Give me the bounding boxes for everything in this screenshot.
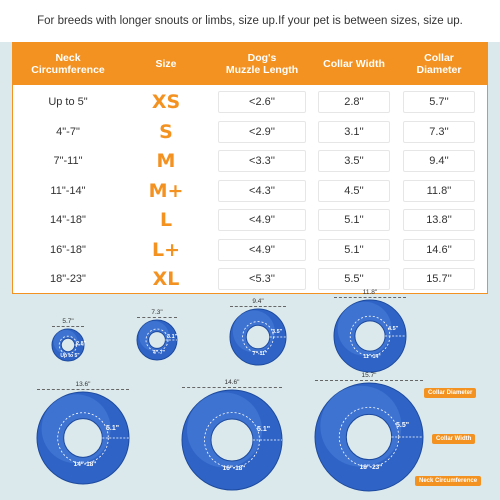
cone-neck-label: 11"-14" — [363, 354, 381, 360]
cone-neck-hole — [61, 338, 74, 351]
table-row — [13, 117, 487, 147]
width-cell: 5.1'' — [318, 209, 390, 231]
neck-cell: 18"-23" — [50, 273, 86, 285]
cone-diameter-rule — [137, 317, 177, 318]
neck-cell: 14"-18" — [50, 214, 86, 226]
muzzle-cell: <3.3'' — [218, 150, 306, 172]
diameter-cell: 7.3'' — [403, 121, 475, 143]
cone-width-label: 3.5" — [272, 329, 283, 336]
table-row — [13, 176, 487, 206]
cone-neck-label: 16"-18" — [222, 465, 246, 472]
table-row — [13, 87, 487, 117]
header-width: Collar Width — [323, 58, 385, 70]
cone-collar — [313, 381, 425, 498]
legend-collar-diameter: Collar Diameter — [424, 388, 476, 398]
cone-neck-label: 14"-18" — [73, 461, 97, 468]
muzzle-cell: <4.9'' — [218, 209, 306, 231]
width-cell: 3.5'' — [318, 150, 390, 172]
legend-collar-width: Collar Width — [432, 434, 475, 444]
size-cell: M+ — [148, 179, 184, 202]
diameter-cell: 9.4'' — [403, 150, 475, 172]
cone-collar — [180, 388, 284, 497]
cone-diameter-rule — [230, 306, 286, 307]
table-header — [13, 43, 487, 85]
cone-neck-hole — [149, 332, 166, 349]
cone-diameter-label: 7.3" — [151, 309, 163, 316]
width-cell: 3.1'' — [318, 121, 390, 143]
cone-neck-hole — [246, 325, 270, 349]
diameter-cell: 14.6'' — [403, 239, 475, 261]
muzzle-cell: <4.3'' — [218, 180, 306, 202]
muzzle-cell: <5.3'' — [218, 268, 306, 290]
diameter-cell: 11.8'' — [403, 180, 475, 202]
header-neck: Neck Circumference — [31, 52, 105, 76]
cone-collar — [135, 318, 179, 367]
diameter-cell: 15.7'' — [403, 268, 475, 290]
neck-cell: 16"-18" — [50, 243, 86, 256]
cone-diameter-label: 9.4" — [252, 298, 264, 305]
cone-diameter-label: 13.6" — [75, 381, 91, 388]
width-cell: 5.5'' — [318, 268, 390, 290]
cone-neck-hole — [346, 414, 391, 459]
cone-diameter-rule — [334, 297, 406, 298]
muzzle-cell: <2.9'' — [218, 121, 306, 143]
width-cell: 5.1'' — [318, 239, 390, 261]
cone-width-label: 4.5" — [388, 325, 399, 332]
cone-neck-label: 4"-7" — [153, 350, 165, 356]
muzzle-cell: <2.6'' — [218, 91, 306, 113]
cone-width-label: 5.1" — [106, 425, 120, 433]
diameter-cell: 13.8'' — [403, 209, 475, 231]
table-row — [13, 146, 487, 176]
cone-collar — [228, 307, 288, 372]
cone-width-label: 5.1" — [257, 426, 271, 433]
cone-neck-hole — [355, 321, 385, 351]
size-cell: L — [159, 209, 173, 231]
size-cell: L+ — [151, 238, 181, 261]
cone-collar — [50, 327, 86, 368]
neck-cell: 7"-11" — [53, 155, 83, 167]
cone-diameter-label: 15.7" — [361, 372, 377, 379]
cone-width-label: 2.8" — [76, 340, 87, 347]
neck-cell: Up to 5" — [48, 96, 88, 108]
size-chart-table — [12, 42, 488, 294]
cone-neck-label: 7"-11" — [252, 351, 268, 357]
table-row — [13, 205, 487, 235]
header-diameter: Collar Diameter — [416, 52, 462, 76]
header-size: Size — [155, 58, 177, 70]
size-cell: S — [159, 120, 173, 143]
cone-diameter-rule — [37, 389, 129, 390]
neck-cell: 11"-14" — [50, 184, 86, 197]
cone-collar — [35, 390, 131, 491]
table-row — [13, 235, 487, 265]
width-cell: 2.8'' — [318, 91, 390, 113]
size-up-note: For breeds with longer snouts or limbs, size up.If your pet is between sizes, size up. — [0, 0, 500, 42]
cone-width-label: 5.5" — [396, 421, 410, 429]
diameter-cell: 5.7'' — [403, 91, 475, 113]
muzzle-cell: <4.9'' — [218, 239, 306, 261]
cone-collar — [332, 298, 408, 379]
cone-diameter-label: 5.7" — [62, 318, 74, 325]
cone-diameter-label: 14.6" — [224, 379, 240, 386]
size-cell: XL — [152, 268, 180, 290]
header-muzzle: Dog's Muzzle Length — [225, 52, 299, 76]
size-cell: XS — [151, 91, 181, 113]
cone-neck-label: Up to 5" — [60, 353, 80, 359]
size-cell: M — [156, 150, 176, 172]
neck-cell: 4"-7" — [56, 125, 80, 138]
cone-diameter-label: 11.8" — [362, 289, 378, 296]
legend-neck-circumference: Neck Circumference — [415, 476, 481, 486]
cone-neck-hole — [64, 419, 103, 458]
cone-diameter-rule — [52, 326, 84, 327]
cone-width-label: 3.1" — [167, 334, 178, 341]
table-row — [13, 264, 487, 294]
cone-diameter-rule — [315, 380, 423, 381]
width-cell: 4.5'' — [318, 180, 390, 202]
cone-neck-label: 18"-23" — [359, 464, 383, 471]
cone-neck-hole — [211, 419, 253, 461]
cone-diameter-rule — [182, 387, 282, 388]
